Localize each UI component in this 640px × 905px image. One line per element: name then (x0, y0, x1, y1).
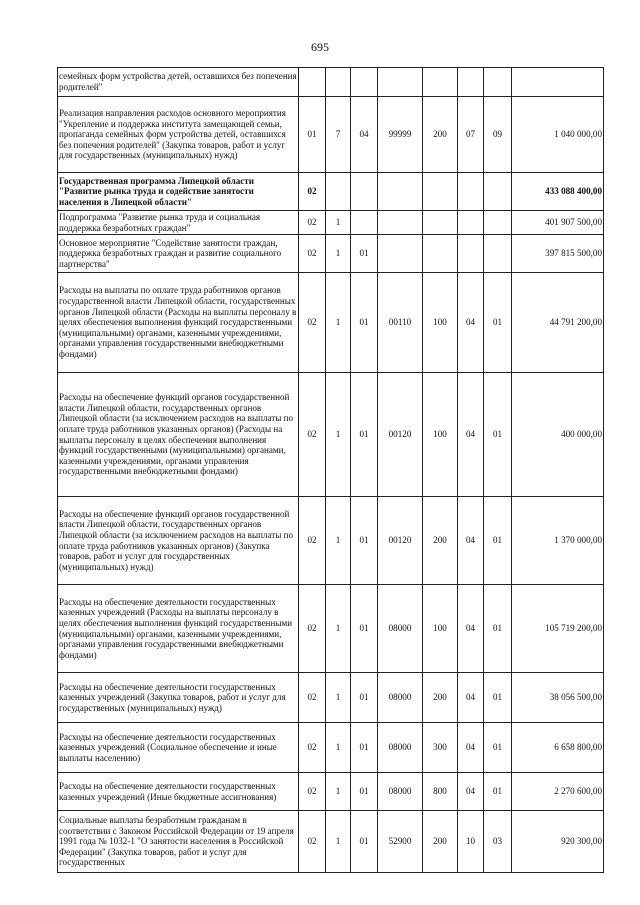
cell-measure-code: 01 (351, 235, 378, 273)
cell-name: Реализация направления расходов основного мероприятия "Укрепление и поддержка института замещающей семьи, пропаганда семейных форм устройства детей, оставшихся без попечения родителей" (Закупка товаров, работ и услуг для государственных (муниципальных) нужд) (58, 97, 299, 173)
cell-direction-code: 08000 (378, 723, 423, 773)
cell-subsection: 01 (484, 585, 512, 673)
cell-program-code: 02 (299, 673, 326, 723)
cell-subprogram-code: 1 (326, 235, 351, 273)
cell-measure-code (351, 68, 378, 97)
table-row (58, 373, 604, 497)
cell-section: 04 (458, 673, 484, 723)
cell-subsection: 03 (484, 811, 512, 873)
cell-program-code: 02 (299, 373, 326, 497)
cell-amount: 920 300,00 (512, 811, 604, 873)
cell-subsection (484, 173, 512, 211)
cell-subsection (484, 211, 512, 235)
cell-program-code: 02 (299, 811, 326, 873)
cell-amount (512, 68, 604, 97)
cell-name: семейных форм устройства детей, оставшихся без попечения родителей" (58, 68, 299, 97)
cell-direction-code (378, 68, 423, 97)
cell-name: Расходы на обеспечение деятельности государственных казенных учреждений (Закупка товаров, работ и услуг для государственных (муниципальных) нужд) (58, 673, 299, 723)
cell-measure-code: 01 (351, 273, 378, 373)
budget-table-body (58, 68, 604, 873)
table-row (58, 173, 604, 211)
cell-section: 10 (458, 811, 484, 873)
cell-measure-code: 01 (351, 811, 378, 873)
cell-expense-type: 100 (423, 273, 458, 373)
cell-name: Расходы на обеспечение функций органов государственной власти Липецкой области, государственных органов Липецкой области (за исключением расходов на выплаты по оплате труда работников указанных органов) (Закупка товаров, работ и услуг для государственных (муниципальных) нужд) (58, 497, 299, 585)
cell-measure-code: 01 (351, 673, 378, 723)
cell-amount: 1 370 000,00 (512, 497, 604, 585)
budget-table (57, 67, 604, 873)
table-row (58, 585, 604, 673)
cell-subprogram-code: 1 (326, 497, 351, 585)
cell-measure-code (351, 173, 378, 211)
cell-measure-code: 01 (351, 497, 378, 585)
cell-expense-type: 200 (423, 497, 458, 585)
table-row (58, 235, 604, 273)
cell-program-code: 02 (299, 273, 326, 373)
cell-section (458, 173, 484, 211)
cell-direction-code (378, 235, 423, 273)
cell-direction-code: 00110 (378, 273, 423, 373)
cell-expense-type: 200 (423, 97, 458, 173)
cell-subprogram-code: 1 (326, 673, 351, 723)
cell-expense-type: 300 (423, 723, 458, 773)
cell-program-code: 02 (299, 723, 326, 773)
cell-section: 04 (458, 497, 484, 585)
cell-subprogram-code: 1 (326, 373, 351, 497)
cell-expense-type (423, 235, 458, 273)
cell-measure-code: 01 (351, 723, 378, 773)
cell-subsection: 01 (484, 723, 512, 773)
table-row (58, 723, 604, 773)
cell-section (458, 235, 484, 273)
cell-subprogram-code: 1 (326, 773, 351, 811)
cell-subprogram-code: 1 (326, 723, 351, 773)
cell-name: Расходы на выплаты по оплате труда работников органов государственной власти Липецкой области, государственных органов Липецкой области (Расходы на выплаты персоналу в целях обеспечения выполнения функций государственными (муниципальными) органами, казенными учреждениями, органами управления государственными внебюджетными фондами) (58, 273, 299, 373)
cell-name: Расходы на обеспечение деятельности государственных казенных учреждений (Социальное обеспечение и иные выплаты населению) (58, 723, 299, 773)
table-row (58, 211, 604, 235)
cell-section: 04 (458, 585, 484, 673)
cell-subprogram-code (326, 173, 351, 211)
cell-section: 04 (458, 373, 484, 497)
cell-amount: 397 815 500,00 (512, 235, 604, 273)
cell-amount: 44 791 200,00 (512, 273, 604, 373)
cell-program-code: 02 (299, 235, 326, 273)
table-row (58, 97, 604, 173)
cell-program-code (299, 68, 326, 97)
cell-direction-code: 08000 (378, 773, 423, 811)
page-number: 695 (311, 40, 329, 54)
cell-subsection: 01 (484, 273, 512, 373)
cell-direction-code: 08000 (378, 585, 423, 673)
cell-program-code: 01 (299, 97, 326, 173)
cell-subprogram-code: 1 (326, 585, 351, 673)
cell-subsection (484, 68, 512, 97)
cell-amount: 401 907 500,00 (512, 211, 604, 235)
cell-amount: 105 719 200,00 (512, 585, 604, 673)
cell-program-code: 02 (299, 585, 326, 673)
table-row (58, 68, 604, 97)
cell-measure-code: 01 (351, 585, 378, 673)
cell-section (458, 68, 484, 97)
cell-section: 07 (458, 97, 484, 173)
cell-name: Расходы на обеспечение деятельности государственных казенных учреждений (Иные бюджетные ассигнования) (58, 773, 299, 811)
cell-direction-code: 00120 (378, 373, 423, 497)
table-row (58, 811, 604, 873)
cell-name: Расходы на обеспечение функций органов государственной власти Липецкой области, государственных органов Липецкой области (за исключением расходов на выплаты по оплате труда работников указанных органов) (Расходы на выплаты персоналу в целях обеспечения выполнения функций государственными (муниципальными) органами, казенными учреждениями, органами управления государственными внебюджетными фондами) (58, 373, 299, 497)
cell-amount: 38 056 500,00 (512, 673, 604, 723)
cell-amount: 6 658 800,00 (512, 723, 604, 773)
cell-subprogram-code (326, 68, 351, 97)
cell-expense-type (423, 173, 458, 211)
cell-subprogram-code: 1 (326, 811, 351, 873)
cell-name: Основное мероприятие "Содействие занятости граждан, поддержка безработных граждан и развитие социального партнерства" (58, 235, 299, 273)
table-row (58, 497, 604, 585)
cell-subsection (484, 235, 512, 273)
cell-section (458, 211, 484, 235)
cell-subsection: 01 (484, 373, 512, 497)
cell-measure-code: 01 (351, 373, 378, 497)
cell-expense-type: 100 (423, 585, 458, 673)
cell-program-code: 02 (299, 497, 326, 585)
cell-section: 04 (458, 773, 484, 811)
cell-measure-code: 04 (351, 97, 378, 173)
cell-direction-code (378, 173, 423, 211)
cell-direction-code: 99999 (378, 97, 423, 173)
table-row (58, 673, 604, 723)
cell-amount: 2 270 600,00 (512, 773, 604, 811)
cell-measure-code (351, 211, 378, 235)
cell-subprogram-code: 7 (326, 97, 351, 173)
cell-direction-code: 00120 (378, 497, 423, 585)
cell-subsection: 01 (484, 497, 512, 585)
cell-name: Расходы на обеспечение деятельности государственных казенных учреждений (Расходы на выплаты персоналу в целях обеспечения выполнения функций государственными (муниципальными) органами, казенными учреждениями, органами управления государственными внебюджетными фондами) (58, 585, 299, 673)
cell-section: 04 (458, 273, 484, 373)
cell-amount: 433 088 400,00 (512, 173, 604, 211)
cell-direction-code (378, 211, 423, 235)
cell-name: Социальные выплаты безработным гражданам в соответствии с Законом Российской Федерации от 19 апреля 1991 года № 1032-1 "О занятости населения в Российской Федерации" (Закупка товаров, работ и услуг для государственных (58, 811, 299, 873)
cell-expense-type: 800 (423, 773, 458, 811)
cell-subprogram-code: 1 (326, 211, 351, 235)
cell-program-code: 02 (299, 211, 326, 235)
cell-subsection: 01 (484, 773, 512, 811)
cell-expense-type (423, 211, 458, 235)
cell-program-code: 02 (299, 773, 326, 811)
cell-expense-type: 200 (423, 811, 458, 873)
cell-expense-type: 200 (423, 673, 458, 723)
cell-measure-code: 01 (351, 773, 378, 811)
table-row (58, 773, 604, 811)
cell-direction-code: 08000 (378, 673, 423, 723)
cell-expense-type: 100 (423, 373, 458, 497)
table-row (58, 273, 604, 373)
cell-name: Государственная программа Липецкой области "Развитие рынка труда и содействие занятости населения в Липецкой области" (58, 173, 299, 211)
cell-program-code: 02 (299, 173, 326, 211)
cell-section: 04 (458, 723, 484, 773)
cell-name: Подпрограмма "Развитие рынка труда и социальная поддержка безработных граждан" (58, 211, 299, 235)
cell-direction-code: 52900 (378, 811, 423, 873)
cell-subsection: 01 (484, 673, 512, 723)
cell-expense-type (423, 68, 458, 97)
cell-subsection: 09 (484, 97, 512, 173)
cell-amount: 1 040 000,00 (512, 97, 604, 173)
cell-amount: 400 000,00 (512, 373, 604, 497)
cell-subprogram-code: 1 (326, 273, 351, 373)
